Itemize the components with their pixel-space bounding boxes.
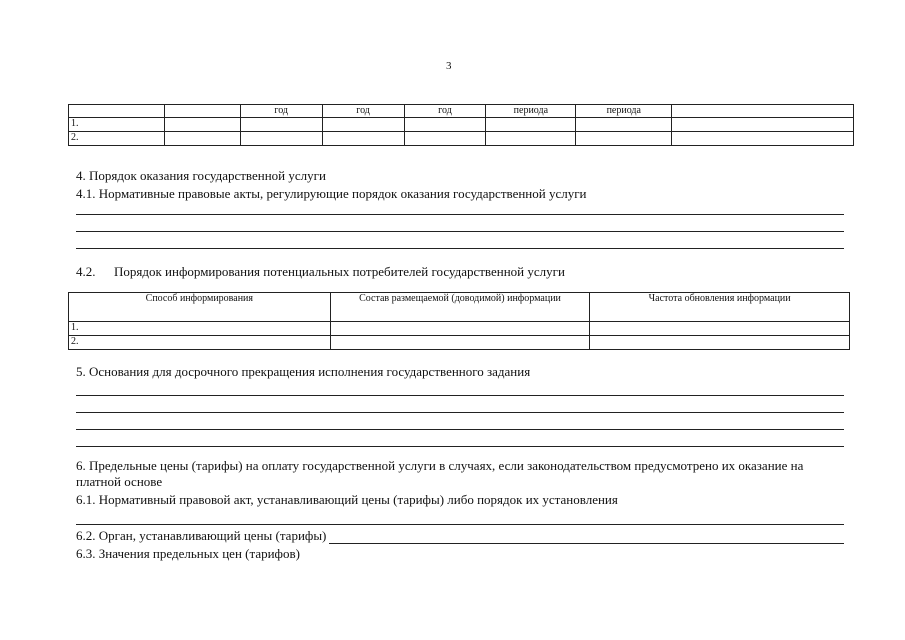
header-cell (69, 105, 165, 118)
table-row (69, 336, 850, 350)
page-number: 3 (446, 60, 452, 72)
header-cell (672, 105, 854, 118)
fill-line (76, 248, 844, 249)
fill-line (76, 412, 844, 413)
section-6-title: 6. Предельные цены (тарифы) на оплату государственной услуги в случаях, если законодательством предусмотрено их оказание на платной основе (76, 458, 804, 489)
section-4-2-title: Порядок информирования потенциальных потребителей государственной услуги (114, 264, 565, 279)
row-number: 1. (69, 322, 331, 336)
section-4-1-title: 4.1. Нормативные правовые акты, регулирующие порядок оказания государственной услуги (76, 186, 587, 201)
fill-line (76, 231, 844, 232)
fill-line (76, 446, 844, 447)
fill-line (76, 214, 844, 215)
information-methods-table (68, 292, 850, 350)
section-4-title: 4. Порядок оказания государственной услуги (76, 168, 326, 183)
header-cell: Состав размещаемой (доводимой) информации (330, 293, 590, 322)
header-cell (164, 105, 240, 118)
fill-line (76, 524, 844, 525)
header-cell: периода (576, 105, 672, 118)
section-6-1-title: 6.1. Нормативный правовой акт, устанавливающий цены (тарифы) либо порядок их установления (76, 492, 618, 507)
row-number: 2. (69, 336, 331, 350)
row-number: 1. (69, 118, 165, 132)
header-cell: год (322, 105, 404, 118)
table-header-row (69, 293, 850, 322)
section-5-title: 5. Основания для досрочного прекращения исполнения государственного задания (76, 364, 531, 379)
table-row (69, 132, 854, 146)
header-cell: Способ информирования (69, 293, 331, 322)
indicators-table-continuation (68, 104, 854, 146)
table-row (69, 118, 854, 132)
fill-line (76, 395, 844, 396)
table-row (69, 322, 850, 336)
section-6-2-row (76, 528, 844, 544)
header-cell: год (240, 105, 322, 118)
section-4-2-number: 4.2. (76, 264, 96, 279)
section-6-3-title: 6.3. Значения предельных цен (тарифов) (76, 546, 300, 561)
row-number: 2. (69, 132, 165, 146)
header-cell: Частота обновления информации (590, 293, 850, 322)
fill-line (76, 429, 844, 430)
section-6-2-title: 6.2. Орган, устанавливающий цены (тарифы) (76, 528, 327, 543)
table-header-row (69, 105, 854, 118)
header-cell: год (404, 105, 486, 118)
fill-line (329, 531, 844, 544)
header-cell: периода (486, 105, 576, 118)
